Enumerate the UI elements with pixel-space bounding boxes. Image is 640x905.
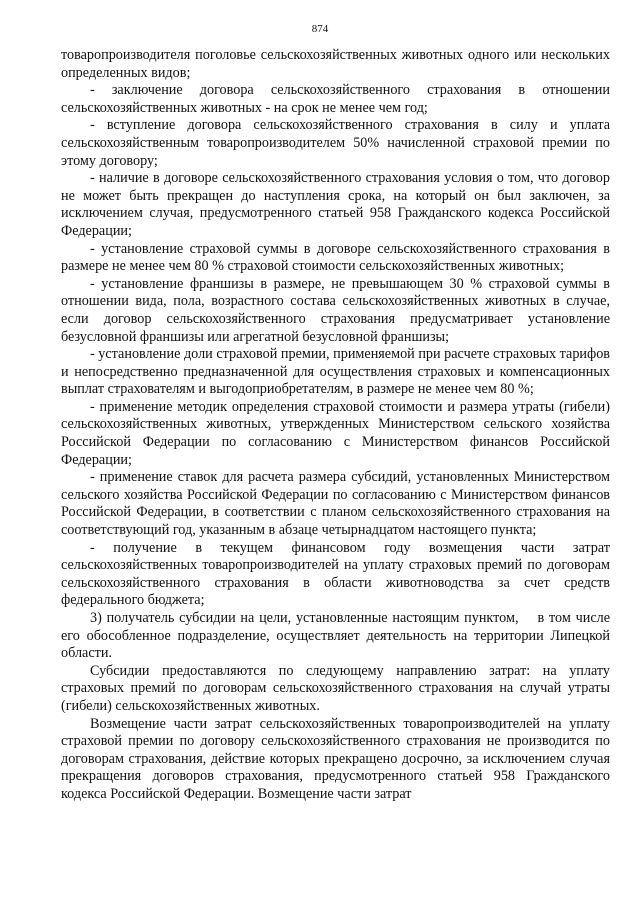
page-number: 874 (311, 23, 329, 35)
paragraph-subsidy-direction: Субсидии предоставляются по следующему направлению затрат: на уплату страховых премий по договорам сельскохозяйственного страхования на случай утраты (гибели) сельскохозяйственных животных. (61, 662, 610, 714)
list-item-contract-effect: - вступление договора сельскохозяйственного страхования в силу и уплата сельскохозяйственным товаропроизводителем 50% начисленной страховой премии по этому договору; (61, 117, 610, 169)
list-item-contract-term: - заключение договора сельскохозяйственного страхования в отношении сельскохозяйственных животных - на срок не менее чем год; (61, 82, 610, 116)
list-item-subsidy-rates: - применение ставок для расчета размера субсидий, установленных Министерством сельского хозяйства Российской Федерации по согласованию с Министерством финансов Российской Федерации, в соответствии с планом сельскохозяйственного страхования на соответствующий год, указанным в абзаце четырнадцатом настоящего пункта; (61, 469, 610, 539)
numbered-item-3: 3) получатель субсидии на цели, установленные настоящим пунктом, в том числе его обособленное подразделение, осуществляет деятельность на территории Липецкой области. (61, 610, 614, 662)
paragraph-continuation: товаропроизводителя поголовье сельскохозяйственных животных одного или нескольких определенных видов; (61, 47, 610, 81)
paragraph-reimbursement-exclusion: Возмещение части затрат сельскохозяйственных товаропроизводителей на уплату страховой премии по договору сельскохозяйственного страхования не производится по договорам страхования, действие которых прекращено досрочно, за исключением случая прекращения договоров страхования, предусмотренного статьей 958 Гражданского кодекса Российской Федерации. Возмещение части затрат (61, 715, 610, 802)
list-item-insured-sum: - установление страховой суммы в договоре сельскохозяйственного страхования в размере не менее чем 80 % страховой стоимости сельскохозяйственных животных; (61, 240, 610, 275)
list-item-termination-condition: - наличие в договоре сельскохозяйственного страхования условия о том, что договор не может быть прекращен до наступления срока, на который он был заключен, за исключением случая, предусмотренного статьей 958 Гражданского кодекса Российской Федерации; (61, 170, 610, 239)
list-item-valuation-methods: - применение методик определения страховой стоимости и размера утраты (гибели) сельскохозяйственных животных, утвержденных Министерством сельского хозяйства Российской Федерации по согласованию с Министерством финансов Российской Федерации; (61, 398, 610, 468)
list-item-premium-share: - установление доли страховой премии, применяемой при расчете страховых тарифов и непосредственно предназначенной для осуществления страховых и компенсационных выплат страхователям и выгодоприобретателям, в размере не менее чем 80 %; (61, 346, 610, 398)
list-item-federal-reimbursement: - получение в текущем финансовом году возмещения части затрат сельскохозяйственных товаропроизводителей на уплату страховых премий по договорам сельскохозяйственного страхования в области животноводства за счет средств федерального бюджета; (61, 539, 610, 609)
document-body (61, 47, 614, 804)
list-item-franchise: - установление франшизы в размере, не превышающем 30 % страховой суммы в отношении вида, пола, возрастного состава сельскохозяйственных животных в случае, если договор сельскохозяйственного страхования предусматривает установление безусловной франшизы или агрегатной безусловной франшизы; (61, 275, 610, 345)
